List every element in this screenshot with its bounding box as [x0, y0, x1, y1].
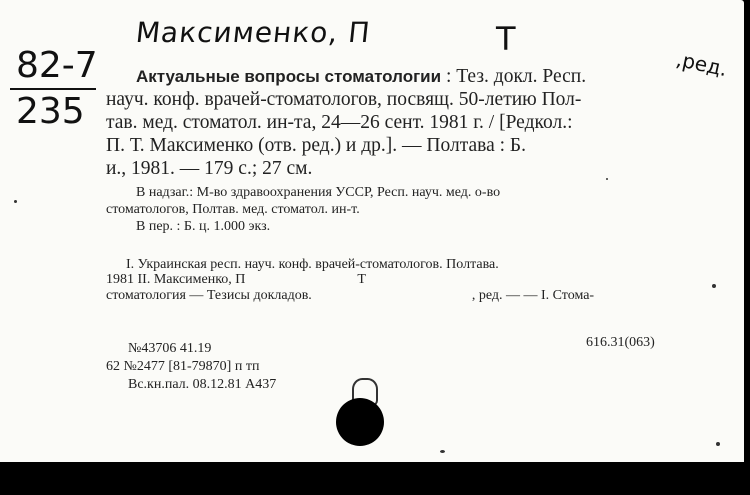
- record-note-2: стоматологов, Полтав. мед. стоматол. ин-т.: [106, 202, 360, 217]
- handwritten-initial: Т: [496, 20, 516, 58]
- footer-number: №2477 [81-79870] п тп: [123, 359, 260, 374]
- shelf-mark-divider: [10, 88, 96, 90]
- footer-registration: [106, 358, 259, 375]
- record-line-1: [136, 66, 586, 88]
- speck: [14, 200, 17, 203]
- record-line-5: и., 1981. — 179 с.; 27 см.: [106, 158, 313, 179]
- tracing-line-2-name: 1981 II. Максименко, П: [106, 272, 246, 287]
- handwritten-editor-mark: ,ред.: [674, 46, 730, 82]
- tracing-line-1: I. Украинская респ. науч. конф. врачей-стоматологов. Полтава.: [126, 257, 499, 272]
- record-title: Актуальные вопросы стоматологии: [136, 67, 442, 86]
- speck: [712, 284, 716, 288]
- record-note-1: В надзаг.: М-во здравоохранения УССР, Респ. науч. мед. о-во: [136, 185, 501, 200]
- record-line-4: П. Т. Максименко (отв. ред.) и др.]. — Полтава : Б.: [106, 135, 526, 156]
- ink-stamp-blot: [336, 398, 384, 446]
- record-line-2: науч. конф. врачей-стоматологов, посвящ. 50-летию Пол-: [106, 89, 582, 110]
- tracing-line-2: [106, 271, 366, 288]
- shelf-mark-top: 82-7: [16, 45, 98, 86]
- tracing-line-2-initial: Т: [357, 272, 366, 287]
- tracing-line-3-subject: стоматология — Тезисы докладов.: [106, 288, 312, 303]
- footer-number-prefix: 62: [106, 359, 120, 374]
- footer-udc: 616.31(063): [586, 335, 655, 350]
- speck: [440, 450, 445, 453]
- record-line-1-rest: : Тез. докл. Респ.: [445, 66, 587, 87]
- speck: [606, 178, 608, 180]
- tracing-line-3-role: , ред. — — I. Стома-: [471, 288, 595, 303]
- shelf-mark-bottom: 235: [16, 91, 85, 132]
- handwritten-name: Максименко, П: [134, 16, 373, 49]
- tracing-line-3: [106, 287, 594, 304]
- footer-chamber-date: Вс.кн.пал. 08.12.81 А437: [128, 377, 277, 392]
- record-line-3: тав. мед. стоматол. ин-та, 24—26 сент. 1981 г. / [Редкол.:: [106, 112, 573, 133]
- footer-order-number: №43706 41.19: [128, 341, 212, 356]
- speck: [716, 442, 720, 446]
- record-note-3: В пер. : Б. ц. 1.000 экз.: [136, 219, 271, 234]
